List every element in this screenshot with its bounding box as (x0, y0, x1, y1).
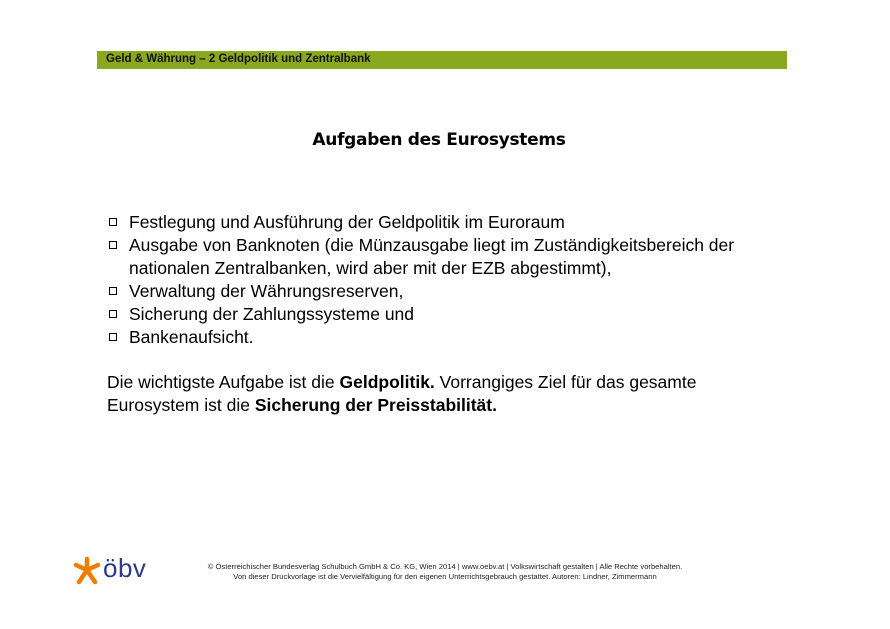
list-item-text: Festlegung und Ausführung der Geldpolitik im Euroraum (129, 212, 565, 232)
summary-bold-2: Sicherung der Preisstabilität. (254, 395, 497, 415)
logo-wordmark: öbv (103, 553, 147, 583)
orange-asterisk-icon (72, 556, 102, 586)
page-title: Aufgaben des Eurosystems (312, 130, 566, 150)
list-item (108, 303, 778, 326)
checkbox-bullet-icon (109, 218, 117, 226)
header-bar (97, 51, 787, 69)
list-item-text: Ausgabe von Banknoten (die Münzausgabe liegt im Zuständigkeitsbereich der nationalen Zentralbanken, wird aber mit der EZB abgestimmt), (129, 235, 735, 278)
checkbox-bullet-icon (109, 287, 117, 295)
summary-text-2: Vorrangiges Ziel für das gesamte Eurosystem ist die (107, 372, 697, 415)
checkbox-bullet-icon (109, 333, 117, 341)
list-item (108, 280, 778, 303)
list-item-text: Bankenaufsicht. (129, 327, 254, 347)
summary-paragraph (107, 371, 787, 417)
list-item-text: Verwaltung der Währungsreserven, (129, 281, 404, 301)
task-list (108, 211, 778, 349)
list-item (108, 211, 778, 234)
copyright-footer (200, 562, 690, 582)
checkbox-bullet-icon (109, 310, 117, 318)
header-title: Geld & Währung – 2 Geldpolitik und Zentralbank (106, 53, 371, 65)
list-item (108, 326, 778, 349)
list-item (108, 234, 778, 280)
list-item-text: Sicherung der Zahlungssysteme und (129, 304, 415, 324)
summary-text-1: Die wichtigste Aufgabe ist die (107, 372, 340, 392)
summary-bold-1: Geldpolitik. (339, 372, 435, 392)
publisher-logo (72, 554, 162, 588)
footer-line-2: Von dieser Druckvorlage ist die Vervielfältigung für den eigenen Unterrichtsgebrauch gestattet. Autoren: Lindner, Zimmermann (233, 572, 657, 581)
checkbox-bullet-icon (109, 241, 117, 249)
footer-line-1: © Österreichischer Bundesverlag Schulbuch GmbH & Co. KG, Wien 2014 | www.oebv.at | Volkswirtschaft gestalten | Alle Rechte vorbehalten. (207, 562, 683, 571)
